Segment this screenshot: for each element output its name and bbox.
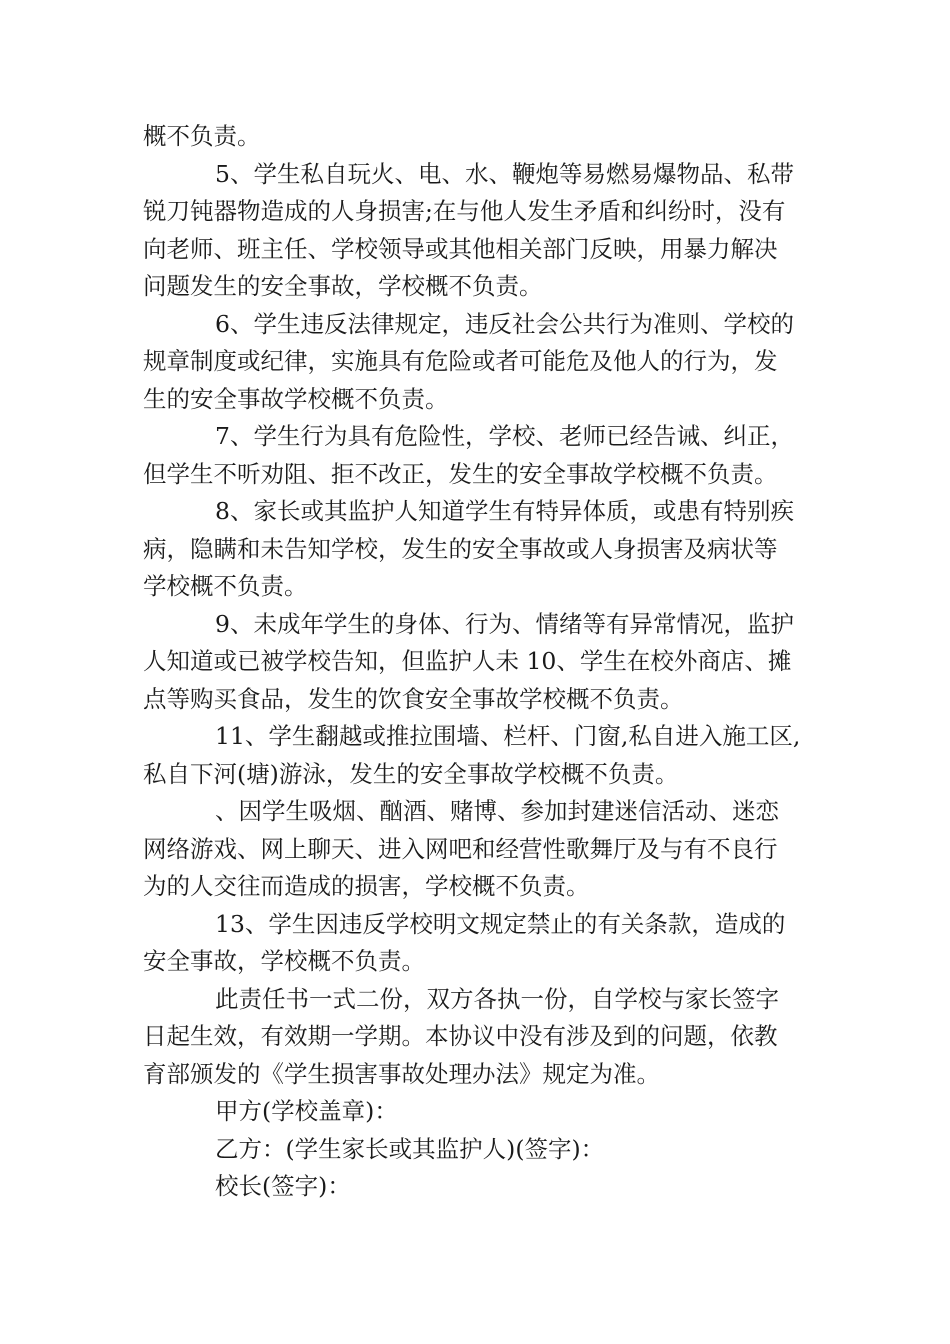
text-line: 向老师、班主任、学校领导或其他相关部门反映，用暴力解决 <box>143 234 778 263</box>
text-line: 5、学生私自玩火、电、水、鞭炮等易燃易爆物品、私带 <box>215 159 794 188</box>
text-line: 7、学生行为具有危险性，学校、老师已经告诫、纠正， <box>215 422 794 450</box>
text-line: 概不负责。 <box>143 122 261 150</box>
text-line: 13、学生因违反学校明文规定禁止的有关条款，造成的 <box>215 909 786 938</box>
text-line: 人知道或已被学校告知，但监护人未 10、学生在校外商店、摊 <box>143 647 792 675</box>
text-line: 锐刀钝器物造成的人身损害;在与他人发生矛盾和纠纷时，没有 <box>143 197 786 225</box>
text-line: 点等购买食品，发生的饮食安全事故学校概不负责。 <box>143 684 684 713</box>
text-line: 生的安全事故学校概不负责。 <box>143 384 449 413</box>
text-line: 9、未成年学生的身体、行为、情绪等有异常情况，监护 <box>215 609 794 638</box>
signature-line-principal: 校长(签字)： <box>215 1172 351 1200</box>
text-line: 网络游戏、网上聊天、进入网吧和经营性歌舞厅及与有不良行 <box>143 834 778 863</box>
signature-line-party-a: 甲方(学校盖章)： <box>215 1097 398 1125</box>
document-body <box>143 118 813 1206</box>
text-line: 、因学生吸烟、酗酒、赌博、参加封建迷信活动、迷恋 <box>215 797 779 825</box>
text-line: 但学生不听劝阻、拒不改正，发生的安全事故学校概不负责。 <box>143 459 778 488</box>
text-line: 日起生效，有效期一学期。本协议中没有涉及到的问题，依教 <box>143 1022 778 1050</box>
text-line: 学校概不负责。 <box>143 572 308 600</box>
text-line: 11、学生翻越或推拉围墙、栏杆、门窗,私自进入施工区, <box>215 722 801 750</box>
text-line: 规章制度或纪律，实施具有危险或者可能危及他人的行为，发 <box>143 347 778 375</box>
signature-line-party-b: 乙方：(学生家长或其监护人)(签字)： <box>215 1134 605 1163</box>
text-line: 病，隐瞒和未告知学校，发生的安全事故或人身损害及病状等 <box>143 534 778 563</box>
text-line: 8、家长或其监护人知道学生有特异体质，或患有特别疾 <box>215 497 794 525</box>
text-line: 为的人交往而造成的损害，学校概不负责。 <box>143 872 590 900</box>
text-line: 安全事故，学校概不负责。 <box>143 947 425 975</box>
text-line: 育部颁发的《学生损害事故处理办法》规定为准。 <box>143 1059 660 1088</box>
text-line: 问题发生的安全事故，学校概不负责。 <box>143 272 543 300</box>
text-line: 6、学生违反法律规定，违反社会公共行为准则、学校的 <box>215 309 794 338</box>
text-line: 私自下河(塘)游泳，发生的安全事故学校概不负责。 <box>143 759 679 788</box>
text-line: 此责任书一式二份，双方各执一份，自学校与家长签字 <box>215 984 779 1013</box>
